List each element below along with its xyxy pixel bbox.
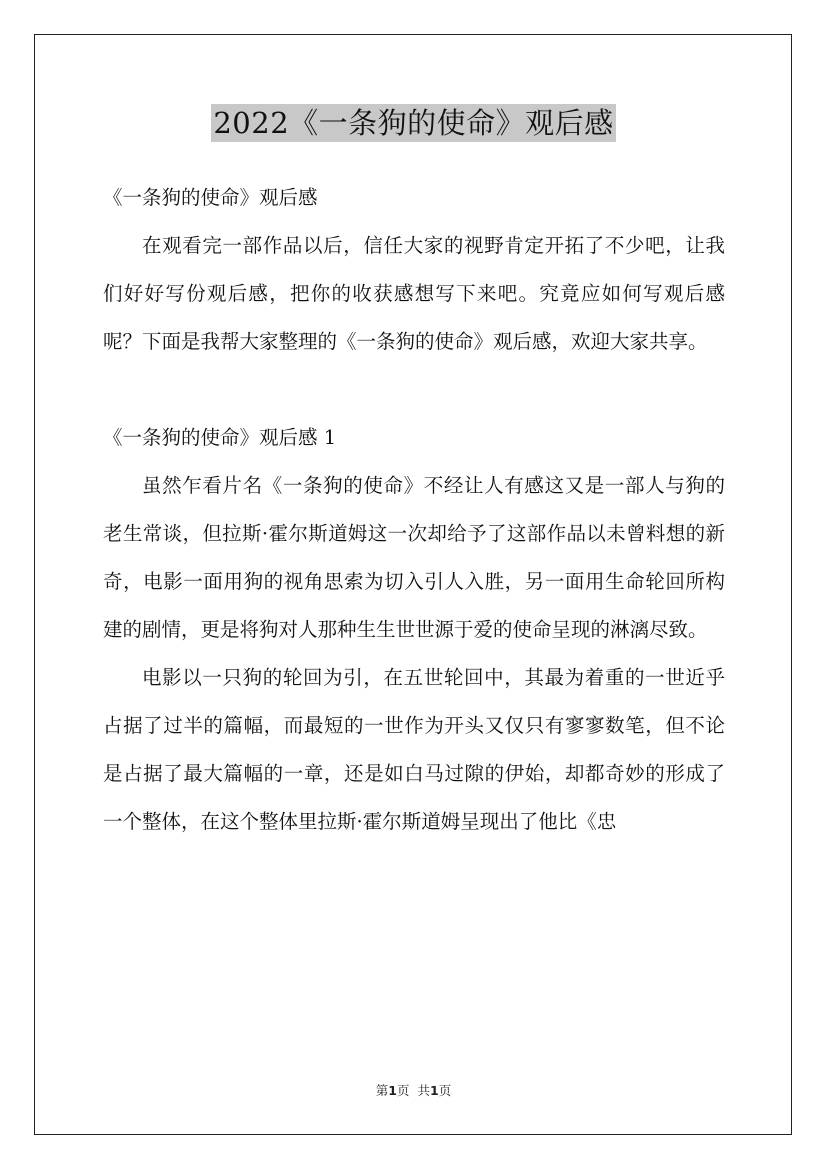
page-footer [0, 1081, 827, 1099]
title-container [0, 104, 827, 142]
section-spacer [103, 366, 725, 414]
total-pages: 1 [429, 1083, 439, 1098]
intro-paragraph: 在观看完一部作品以后，信任大家的视野肯定开拓了不少吧，让我们好好写份观后感，把你的收获感想写下来吧。究竟应如何写观后感呢？下面是我帮大家整理的《一条狗的使命》观后感，欢迎大家共享。 [103, 234, 725, 353]
total-label-prefix: 共 [417, 1083, 430, 1098]
page-number: 1 [388, 1083, 397, 1098]
total-label-suffix: 页 [438, 1083, 452, 1098]
page-label-prefix: 第 [375, 1083, 389, 1098]
body-paragraph: 电影以一只狗的轮回为引，在五世轮回中，其最为着重的一世近乎占据了过半的篇幅，而最短的一世作为开头又仅只有寥寥数笔，但不论是占据了最大篇幅的一章，还是如白马过隙的伊始，却都奇妙的形成了一个整体，在这个整体里拉斯·霍尔斯道姆呈现出了他比《忠 [103, 666, 725, 833]
body-paragraph: 虽然乍看片名《一条狗的使命》不经让人有感这又是一部人与狗的老生常谈，但拉斯·霍尔斯道姆这一次却给予了这部作品以未曾料想的新奇，电影一面用狗的视角思索为切入引人入胜，另一面用生命轮回所构建的剧情，更是将狗对人那种生生世世源于爱的使命呈现的淋漓尽致。 [103, 474, 725, 641]
page-label-suffix: 页 [397, 1083, 410, 1098]
document-title: 2022《一条狗的使命》观后感 [213, 106, 614, 140]
document-body [103, 174, 725, 846]
section-heading: 《一条狗的使命》观后感 1 [103, 426, 337, 449]
section-heading: 《一条狗的使命》观后感 [103, 186, 318, 209]
